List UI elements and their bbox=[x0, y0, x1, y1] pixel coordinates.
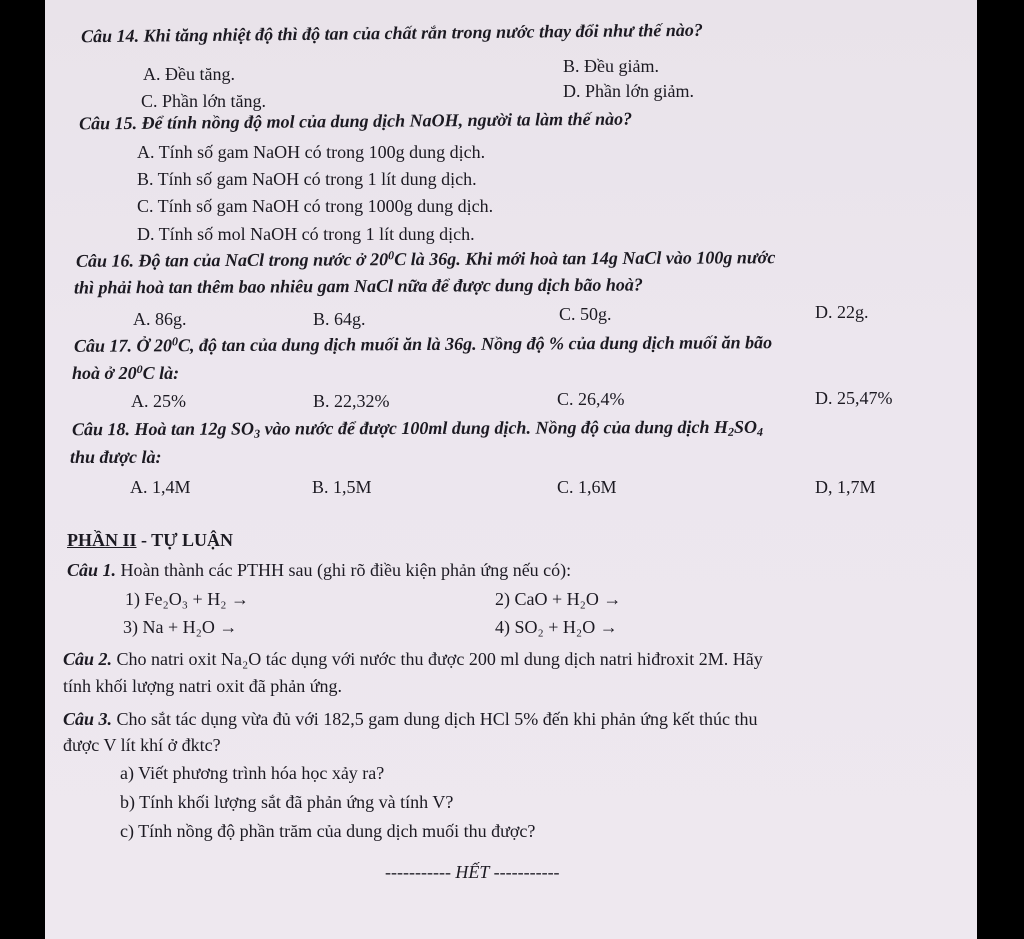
q15-option-b: B. Tính số gam NaOH có trong 1 lít dung dịch. bbox=[137, 169, 477, 189]
essay-question-2: Câu 2. Cho natri oxit Na₂O tác dụng với nước thu được 200 ml dung dịch natri hiđroxit 2M. Hãy bbox=[63, 649, 763, 669]
q16-option-a: A. 86g. bbox=[133, 309, 187, 329]
q18-option-b: B. 1,5M bbox=[312, 477, 372, 497]
part-2-heading: PHẦN II - TỰ LUẬN bbox=[67, 530, 234, 550]
q17-option-b: B. 22,32% bbox=[313, 391, 390, 411]
q15-option-c: C. Tính số gam NaOH có trong 1000g dung dịch. bbox=[137, 196, 494, 216]
essay-3-part-b: b) Tính khối lượng sắt đã phản ứng và tính V? bbox=[120, 792, 454, 812]
question-18: Câu 18. Hoà tan 12g $SO_3$ vào nước để được 100ml dung dịch. Nồng độ của dung dịch $H_2SO_4$ bbox=[71, 416, 764, 441]
q14-option-d: D. Phần lớn giảm. bbox=[563, 81, 695, 101]
essay-question-3-line-2: được V lít khí ở đktc? bbox=[63, 735, 221, 755]
essay-3-part-a: a) Viết phương trình hóa học xảy ra? bbox=[120, 763, 385, 783]
question-16: Câu 16. Độ tan của NaCl trong nước ở $20^0C$ là 36g. Khi mới hoà tan 14g NaCl vào 100g nước bbox=[75, 247, 776, 271]
q18-option-d: D, 1,7M bbox=[815, 477, 876, 497]
q15-option-d: D. Tính số mol NaOH có trong 1 lít dung dịch. bbox=[137, 224, 475, 244]
equation-1: 1) Fe₂O₃ + H₂ → bbox=[125, 589, 249, 609]
question-17: Câu 17. Ở $20^0C$, độ tan của dung dịch muối ăn là 36g. Nồng độ % của dung dịch muối ăn bão bbox=[73, 332, 773, 356]
q16-option-d: D. 22g. bbox=[815, 302, 869, 322]
essay-3-part-c: c) Tính nồng độ phần trăm của dung dịch muối thu được? bbox=[120, 821, 536, 841]
question-15: Câu 15. Để tính nồng độ mol của dung dịch NaOH, người ta làm thế nào? bbox=[78, 108, 633, 134]
end-marker: ----------- HẾT ----------- bbox=[385, 862, 560, 882]
q17-option-c: C. 26,4% bbox=[557, 389, 625, 409]
q14-option-a: A. Đều tăng. bbox=[143, 64, 235, 84]
question-17-line-2: hoà ở $20^0C$ là: bbox=[72, 362, 180, 383]
equation-2: 2) CaO + H₂O → bbox=[495, 589, 622, 609]
question-18-line-2: thu được là: bbox=[70, 447, 162, 467]
q15-option-a: A. Tính số gam NaOH có trong 100g dung dịch. bbox=[137, 142, 486, 162]
essay-question-1: Câu 1. Hoàn thành các PTHH sau (ghi rõ điều kiện phản ứng nếu có): bbox=[67, 560, 572, 580]
question-14: Câu 14. Khi tăng nhiệt độ thì độ tan của chất rắn trong nước thay đổi như thế nào? bbox=[80, 19, 703, 47]
q16-option-b: B. 64g. bbox=[313, 309, 366, 329]
q16-option-c: C. 50g. bbox=[559, 304, 612, 324]
question-16-line-2: thì phải hoà tan thêm bao nhiêu gam NaCl nữa để được dung dịch bão hoà? bbox=[73, 274, 643, 298]
q18-option-c: C. 1,6M bbox=[557, 477, 617, 497]
q14-option-c: C. Phần lớn tăng. bbox=[141, 91, 267, 111]
q18-option-a: A. 1,4M bbox=[130, 477, 191, 497]
q14-option-b: B. Đều giảm. bbox=[563, 56, 659, 76]
q17-option-a: A. 25% bbox=[131, 391, 186, 411]
equation-4: 4) SO₂ + H₂O → bbox=[495, 617, 618, 637]
exam-paper bbox=[45, 0, 977, 939]
q17-option-d: D. 25,47% bbox=[815, 388, 893, 408]
essay-question-3: Câu 3. Cho sắt tác dụng vừa đủ với 182,5 gam dung dịch HCl 5% đến khi phản ứng kết thúc thu bbox=[63, 709, 758, 729]
essay-question-2-line-2: tính khối lượng natri oxit đã phản ứng. bbox=[63, 676, 342, 696]
equation-3: 3) Na + H₂O → bbox=[123, 617, 238, 637]
